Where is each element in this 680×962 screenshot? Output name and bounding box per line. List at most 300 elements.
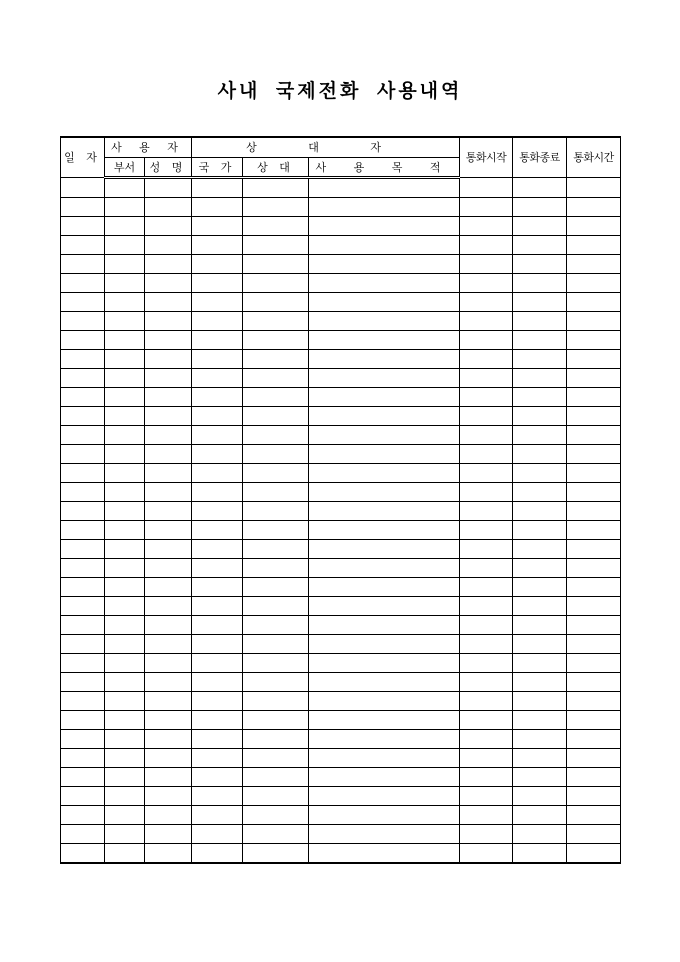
cell-country[interactable] (192, 768, 243, 787)
cell-purpose[interactable] (309, 806, 460, 825)
cell-party[interactable] (243, 198, 309, 217)
cell-party[interactable] (243, 806, 309, 825)
cell-call-start[interactable] (460, 502, 513, 521)
cell-date[interactable] (61, 407, 105, 426)
cell-call-duration[interactable] (567, 255, 621, 274)
cell-country[interactable] (192, 521, 243, 540)
cell-call-end[interactable] (513, 178, 567, 198)
cell-purpose[interactable] (309, 578, 460, 597)
cell-call-end[interactable] (513, 730, 567, 749)
cell-call-duration[interactable] (567, 464, 621, 483)
cell-call-end[interactable] (513, 502, 567, 521)
cell-department[interactable] (105, 312, 145, 331)
cell-party[interactable] (243, 426, 309, 445)
cell-call-duration[interactable] (567, 198, 621, 217)
cell-name[interactable] (145, 597, 192, 616)
cell-name[interactable] (145, 749, 192, 768)
cell-call-start[interactable] (460, 673, 513, 692)
cell-date[interactable] (61, 217, 105, 236)
cell-country[interactable] (192, 388, 243, 407)
cell-purpose[interactable] (309, 559, 460, 578)
cell-party[interactable] (243, 635, 309, 654)
cell-call-start[interactable] (460, 255, 513, 274)
cell-call-start[interactable] (460, 654, 513, 673)
cell-call-duration[interactable] (567, 274, 621, 293)
cell-call-end[interactable] (513, 787, 567, 806)
cell-purpose[interactable] (309, 445, 460, 464)
cell-name[interactable] (145, 540, 192, 559)
cell-date[interactable] (61, 559, 105, 578)
cell-country[interactable] (192, 502, 243, 521)
cell-date[interactable] (61, 331, 105, 350)
cell-call-start[interactable] (460, 768, 513, 787)
cell-purpose[interactable] (309, 692, 460, 711)
cell-department[interactable] (105, 350, 145, 369)
cell-call-end[interactable] (513, 331, 567, 350)
cell-name[interactable] (145, 274, 192, 293)
cell-department[interactable] (105, 274, 145, 293)
cell-country[interactable] (192, 749, 243, 768)
cell-department[interactable] (105, 635, 145, 654)
cell-department[interactable] (105, 540, 145, 559)
cell-purpose[interactable] (309, 521, 460, 540)
cell-purpose[interactable] (309, 217, 460, 236)
cell-purpose[interactable] (309, 502, 460, 521)
cell-country[interactable] (192, 236, 243, 255)
cell-call-end[interactable] (513, 426, 567, 445)
cell-purpose[interactable] (309, 768, 460, 787)
cell-party[interactable] (243, 464, 309, 483)
cell-date[interactable] (61, 445, 105, 464)
cell-purpose[interactable] (309, 730, 460, 749)
cell-purpose[interactable] (309, 844, 460, 864)
cell-call-duration[interactable] (567, 217, 621, 236)
cell-department[interactable] (105, 578, 145, 597)
cell-department[interactable] (105, 483, 145, 502)
cell-name[interactable] (145, 844, 192, 864)
cell-call-duration[interactable] (567, 730, 621, 749)
cell-department[interactable] (105, 369, 145, 388)
cell-call-end[interactable] (513, 521, 567, 540)
cell-call-start[interactable] (460, 749, 513, 768)
cell-name[interactable] (145, 217, 192, 236)
cell-country[interactable] (192, 844, 243, 864)
cell-call-duration[interactable] (567, 616, 621, 635)
cell-party[interactable] (243, 178, 309, 198)
cell-call-start[interactable] (460, 711, 513, 730)
cell-purpose[interactable] (309, 426, 460, 445)
cell-call-duration[interactable] (567, 559, 621, 578)
cell-purpose[interactable] (309, 635, 460, 654)
cell-call-end[interactable] (513, 255, 567, 274)
cell-call-end[interactable] (513, 559, 567, 578)
cell-name[interactable] (145, 616, 192, 635)
cell-department[interactable] (105, 844, 145, 864)
cell-call-duration[interactable] (567, 749, 621, 768)
cell-country[interactable] (192, 198, 243, 217)
cell-purpose[interactable] (309, 483, 460, 502)
cell-name[interactable] (145, 692, 192, 711)
cell-country[interactable] (192, 178, 243, 198)
cell-name[interactable] (145, 711, 192, 730)
cell-name[interactable] (145, 559, 192, 578)
cell-name[interactable] (145, 806, 192, 825)
cell-country[interactable] (192, 654, 243, 673)
cell-country[interactable] (192, 426, 243, 445)
cell-call-end[interactable] (513, 407, 567, 426)
cell-date[interactable] (61, 198, 105, 217)
cell-name[interactable] (145, 331, 192, 350)
cell-department[interactable] (105, 198, 145, 217)
cell-country[interactable] (192, 711, 243, 730)
cell-call-duration[interactable] (567, 350, 621, 369)
cell-call-duration[interactable] (567, 178, 621, 198)
cell-name[interactable] (145, 730, 192, 749)
cell-department[interactable] (105, 502, 145, 521)
cell-call-start[interactable] (460, 178, 513, 198)
cell-department[interactable] (105, 255, 145, 274)
cell-date[interactable] (61, 578, 105, 597)
cell-call-duration[interactable] (567, 521, 621, 540)
cell-call-duration[interactable] (567, 844, 621, 864)
cell-name[interactable] (145, 673, 192, 692)
cell-department[interactable] (105, 407, 145, 426)
cell-name[interactable] (145, 178, 192, 198)
cell-purpose[interactable] (309, 312, 460, 331)
cell-date[interactable] (61, 464, 105, 483)
cell-country[interactable] (192, 616, 243, 635)
cell-department[interactable] (105, 768, 145, 787)
cell-call-end[interactable] (513, 825, 567, 844)
cell-country[interactable] (192, 578, 243, 597)
cell-call-duration[interactable] (567, 635, 621, 654)
cell-department[interactable] (105, 711, 145, 730)
cell-date[interactable] (61, 654, 105, 673)
cell-call-start[interactable] (460, 388, 513, 407)
cell-call-end[interactable] (513, 483, 567, 502)
cell-call-duration[interactable] (567, 578, 621, 597)
cell-name[interactable] (145, 236, 192, 255)
cell-purpose[interactable] (309, 654, 460, 673)
cell-call-start[interactable] (460, 236, 513, 255)
cell-country[interactable] (192, 407, 243, 426)
cell-party[interactable] (243, 312, 309, 331)
cell-call-start[interactable] (460, 844, 513, 864)
cell-department[interactable] (105, 673, 145, 692)
cell-date[interactable] (61, 236, 105, 255)
cell-party[interactable] (243, 388, 309, 407)
cell-call-duration[interactable] (567, 806, 621, 825)
cell-party[interactable] (243, 369, 309, 388)
cell-call-start[interactable] (460, 217, 513, 236)
cell-call-duration[interactable] (567, 293, 621, 312)
cell-call-end[interactable] (513, 616, 567, 635)
cell-country[interactable] (192, 464, 243, 483)
cell-date[interactable] (61, 692, 105, 711)
cell-purpose[interactable] (309, 350, 460, 369)
cell-department[interactable] (105, 616, 145, 635)
cell-country[interactable] (192, 635, 243, 654)
cell-country[interactable] (192, 787, 243, 806)
cell-call-start[interactable] (460, 559, 513, 578)
cell-party[interactable] (243, 521, 309, 540)
cell-purpose[interactable] (309, 255, 460, 274)
cell-call-start[interactable] (460, 787, 513, 806)
cell-party[interactable] (243, 825, 309, 844)
cell-department[interactable] (105, 521, 145, 540)
cell-name[interactable] (145, 369, 192, 388)
cell-date[interactable] (61, 293, 105, 312)
cell-call-start[interactable] (460, 692, 513, 711)
cell-purpose[interactable] (309, 749, 460, 768)
cell-call-duration[interactable] (567, 711, 621, 730)
cell-call-end[interactable] (513, 597, 567, 616)
cell-date[interactable] (61, 711, 105, 730)
cell-call-start[interactable] (460, 426, 513, 445)
cell-department[interactable] (105, 787, 145, 806)
cell-department[interactable] (105, 464, 145, 483)
cell-call-end[interactable] (513, 445, 567, 464)
cell-call-start[interactable] (460, 635, 513, 654)
cell-party[interactable] (243, 217, 309, 236)
cell-call-start[interactable] (460, 198, 513, 217)
cell-party[interactable] (243, 274, 309, 293)
cell-department[interactable] (105, 749, 145, 768)
cell-call-end[interactable] (513, 749, 567, 768)
cell-call-start[interactable] (460, 483, 513, 502)
cell-purpose[interactable] (309, 597, 460, 616)
cell-name[interactable] (145, 407, 192, 426)
cell-department[interactable] (105, 178, 145, 198)
cell-call-duration[interactable] (567, 407, 621, 426)
cell-name[interactable] (145, 350, 192, 369)
cell-purpose[interactable] (309, 673, 460, 692)
cell-name[interactable] (145, 825, 192, 844)
cell-call-duration[interactable] (567, 483, 621, 502)
cell-party[interactable] (243, 559, 309, 578)
cell-date[interactable] (61, 806, 105, 825)
cell-call-start[interactable] (460, 274, 513, 293)
cell-call-start[interactable] (460, 616, 513, 635)
cell-date[interactable] (61, 502, 105, 521)
cell-purpose[interactable] (309, 178, 460, 198)
cell-country[interactable] (192, 483, 243, 502)
cell-country[interactable] (192, 445, 243, 464)
cell-date[interactable] (61, 426, 105, 445)
cell-name[interactable] (145, 768, 192, 787)
cell-country[interactable] (192, 597, 243, 616)
cell-call-end[interactable] (513, 711, 567, 730)
cell-party[interactable] (243, 787, 309, 806)
cell-country[interactable] (192, 806, 243, 825)
cell-purpose[interactable] (309, 388, 460, 407)
cell-party[interactable] (243, 540, 309, 559)
cell-department[interactable] (105, 426, 145, 445)
cell-call-duration[interactable] (567, 388, 621, 407)
cell-date[interactable] (61, 749, 105, 768)
cell-date[interactable] (61, 768, 105, 787)
cell-call-duration[interactable] (567, 597, 621, 616)
cell-country[interactable] (192, 540, 243, 559)
cell-call-start[interactable] (460, 407, 513, 426)
cell-party[interactable] (243, 654, 309, 673)
cell-call-duration[interactable] (567, 426, 621, 445)
cell-call-start[interactable] (460, 521, 513, 540)
cell-date[interactable] (61, 255, 105, 274)
cell-department[interactable] (105, 445, 145, 464)
cell-country[interactable] (192, 293, 243, 312)
cell-department[interactable] (105, 654, 145, 673)
cell-name[interactable] (145, 578, 192, 597)
cell-date[interactable] (61, 388, 105, 407)
cell-party[interactable] (243, 483, 309, 502)
cell-country[interactable] (192, 255, 243, 274)
cell-call-start[interactable] (460, 445, 513, 464)
cell-date[interactable] (61, 825, 105, 844)
cell-call-start[interactable] (460, 331, 513, 350)
cell-purpose[interactable] (309, 369, 460, 388)
cell-party[interactable] (243, 597, 309, 616)
cell-country[interactable] (192, 825, 243, 844)
cell-name[interactable] (145, 521, 192, 540)
cell-date[interactable] (61, 730, 105, 749)
cell-department[interactable] (105, 692, 145, 711)
cell-name[interactable] (145, 464, 192, 483)
cell-date[interactable] (61, 312, 105, 331)
cell-department[interactable] (105, 597, 145, 616)
cell-call-end[interactable] (513, 312, 567, 331)
cell-department[interactable] (105, 825, 145, 844)
cell-department[interactable] (105, 236, 145, 255)
cell-name[interactable] (145, 198, 192, 217)
cell-call-duration[interactable] (567, 369, 621, 388)
cell-call-duration[interactable] (567, 331, 621, 350)
cell-country[interactable] (192, 274, 243, 293)
cell-date[interactable] (61, 787, 105, 806)
cell-date[interactable] (61, 616, 105, 635)
cell-date[interactable] (61, 350, 105, 369)
cell-date[interactable] (61, 274, 105, 293)
cell-party[interactable] (243, 350, 309, 369)
cell-date[interactable] (61, 540, 105, 559)
cell-date[interactable] (61, 844, 105, 864)
cell-purpose[interactable] (309, 464, 460, 483)
cell-name[interactable] (145, 388, 192, 407)
cell-call-end[interactable] (513, 198, 567, 217)
cell-name[interactable] (145, 426, 192, 445)
cell-call-end[interactable] (513, 388, 567, 407)
cell-party[interactable] (243, 616, 309, 635)
cell-call-start[interactable] (460, 369, 513, 388)
cell-purpose[interactable] (309, 331, 460, 350)
cell-call-duration[interactable] (567, 654, 621, 673)
cell-call-start[interactable] (460, 464, 513, 483)
cell-call-end[interactable] (513, 578, 567, 597)
cell-call-duration[interactable] (567, 312, 621, 331)
cell-party[interactable] (243, 578, 309, 597)
cell-call-start[interactable] (460, 578, 513, 597)
cell-party[interactable] (243, 407, 309, 426)
cell-call-end[interactable] (513, 673, 567, 692)
cell-country[interactable] (192, 692, 243, 711)
cell-call-duration[interactable] (567, 236, 621, 255)
cell-party[interactable] (243, 331, 309, 350)
cell-department[interactable] (105, 388, 145, 407)
cell-name[interactable] (145, 654, 192, 673)
cell-call-duration[interactable] (567, 502, 621, 521)
cell-purpose[interactable] (309, 274, 460, 293)
cell-party[interactable] (243, 692, 309, 711)
cell-call-start[interactable] (460, 350, 513, 369)
cell-call-end[interactable] (513, 369, 567, 388)
cell-call-end[interactable] (513, 293, 567, 312)
cell-party[interactable] (243, 236, 309, 255)
cell-purpose[interactable] (309, 787, 460, 806)
cell-purpose[interactable] (309, 711, 460, 730)
cell-country[interactable] (192, 312, 243, 331)
cell-name[interactable] (145, 312, 192, 331)
cell-call-duration[interactable] (567, 445, 621, 464)
cell-call-end[interactable] (513, 274, 567, 293)
cell-call-end[interactable] (513, 350, 567, 369)
cell-purpose[interactable] (309, 236, 460, 255)
cell-call-start[interactable] (460, 293, 513, 312)
cell-party[interactable] (243, 445, 309, 464)
cell-name[interactable] (145, 787, 192, 806)
cell-country[interactable] (192, 730, 243, 749)
cell-purpose[interactable] (309, 825, 460, 844)
cell-name[interactable] (145, 502, 192, 521)
cell-call-end[interactable] (513, 635, 567, 654)
cell-name[interactable] (145, 293, 192, 312)
cell-date[interactable] (61, 369, 105, 388)
cell-call-start[interactable] (460, 806, 513, 825)
cell-call-duration[interactable] (567, 540, 621, 559)
cell-call-end[interactable] (513, 217, 567, 236)
cell-purpose[interactable] (309, 540, 460, 559)
cell-party[interactable] (243, 502, 309, 521)
cell-call-end[interactable] (513, 844, 567, 864)
cell-date[interactable] (61, 597, 105, 616)
cell-call-start[interactable] (460, 540, 513, 559)
cell-date[interactable] (61, 483, 105, 502)
cell-call-start[interactable] (460, 597, 513, 616)
cell-department[interactable] (105, 806, 145, 825)
cell-purpose[interactable] (309, 616, 460, 635)
cell-party[interactable] (243, 749, 309, 768)
cell-purpose[interactable] (309, 198, 460, 217)
cell-call-end[interactable] (513, 806, 567, 825)
cell-call-duration[interactable] (567, 825, 621, 844)
cell-purpose[interactable] (309, 407, 460, 426)
cell-call-end[interactable] (513, 768, 567, 787)
cell-call-start[interactable] (460, 312, 513, 331)
cell-call-end[interactable] (513, 692, 567, 711)
cell-name[interactable] (145, 635, 192, 654)
cell-call-start[interactable] (460, 825, 513, 844)
cell-date[interactable] (61, 635, 105, 654)
cell-call-duration[interactable] (567, 768, 621, 787)
cell-party[interactable] (243, 730, 309, 749)
cell-name[interactable] (145, 483, 192, 502)
cell-department[interactable] (105, 293, 145, 312)
cell-country[interactable] (192, 369, 243, 388)
cell-party[interactable] (243, 844, 309, 864)
cell-name[interactable] (145, 255, 192, 274)
cell-country[interactable] (192, 331, 243, 350)
cell-call-end[interactable] (513, 540, 567, 559)
cell-call-duration[interactable] (567, 692, 621, 711)
